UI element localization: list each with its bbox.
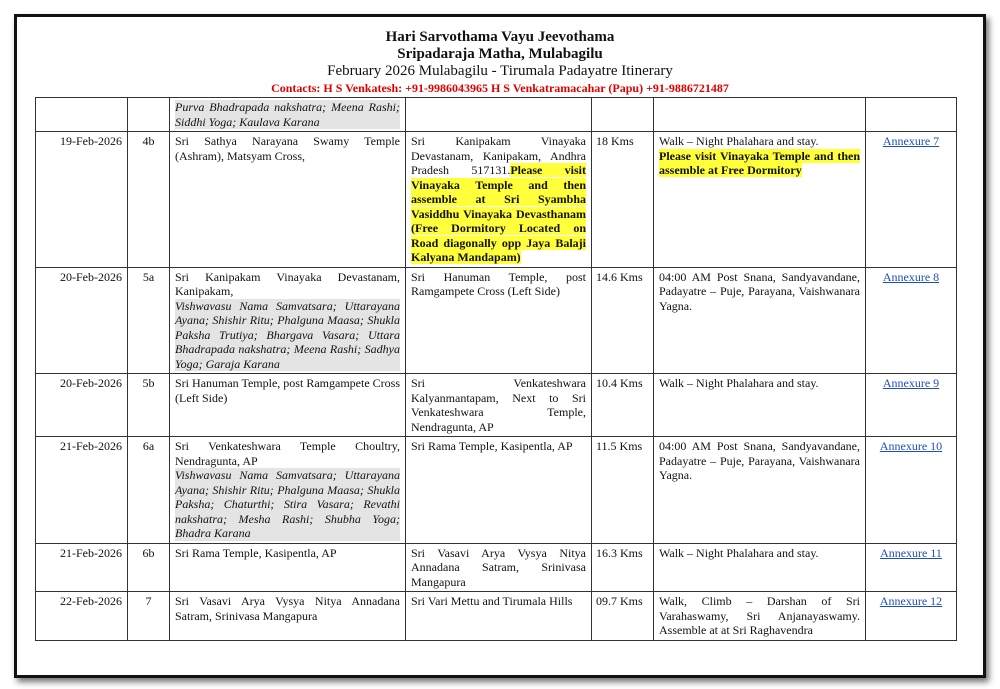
- table-row: [36, 267, 957, 374]
- date-text: 21-Feb-2026: [60, 439, 122, 453]
- from-cell: [170, 267, 406, 374]
- activity-text: 04:00 AM Post Snana, Sandyavandane, Padayatre – Puje, Parayana, Vaishwanara Yagna.: [659, 439, 860, 482]
- table-row: [36, 132, 957, 268]
- leg-cell: [128, 592, 170, 641]
- distance-text: 16.3 Kms: [596, 545, 643, 560]
- annexure-link[interactable]: Annexure 7: [882, 134, 940, 148]
- activity-cell: [654, 374, 866, 437]
- to-text: Sri Rama Temple, Kasipentla, AP: [411, 439, 573, 453]
- to-highlight-note: Please visit Vinayaka Temple and then assemble at Sri Syambha Vasiddhu Vinayaka Devasthanam (Free Dormitory Located on Road diagonally opp Jaya Balaji Kalyana Mandapam): [411, 163, 586, 264]
- table-row: [36, 592, 957, 641]
- to-cell: [406, 132, 592, 268]
- date-text: 19-Feb-2026: [60, 134, 122, 148]
- leg-cell: [128, 267, 170, 374]
- distance-cell: [592, 543, 654, 592]
- distance-text: 18 Kms: [596, 134, 634, 148]
- activity-cell: [654, 267, 866, 374]
- from-text: Sri Sathya Narayana Swamy Temple (Ashram), Matsyam Cross,: [175, 134, 400, 163]
- to-text: Sri Venkateshwara Kalyanmantapam, Next to Sri Venkateshwara Temple, Nendragunta, AP: [411, 376, 586, 434]
- leg-cell: [128, 98, 170, 132]
- panchanga-details: Purva Bhadrapada nakshatra; Meena Rashi; Siddhi Yoga; Kaulava Karana: [175, 100, 400, 129]
- to-text: Sri Hanuman Temple, post Ramgampete Cross (Left Side): [411, 269, 586, 298]
- activity-cell: [654, 543, 866, 592]
- leg-cell: [128, 543, 170, 592]
- distance-cell: [592, 98, 654, 132]
- distance-text: 10.4 Kms: [596, 376, 643, 390]
- annexure-cell: [866, 98, 957, 132]
- leg-text: 6a: [142, 439, 155, 453]
- distance-cell: [592, 267, 654, 374]
- to-cell: [406, 374, 592, 437]
- distance-cell: [592, 374, 654, 437]
- itinerary-table: [35, 97, 957, 641]
- annexure-cell: [866, 437, 957, 544]
- activity-text: 04:00 AM Post Snana, Sandyavandane, Padayatre – Puje, Parayana, Vaishwanara Yagna.: [659, 269, 860, 313]
- leg-text: 7: [145, 594, 152, 608]
- to-text: Sri Kanipakam Vinayaka Devastanam, Kanipakam, Andhra Pradesh 517131.: [411, 134, 586, 177]
- distance-cell: [592, 437, 654, 544]
- activity-cell: [654, 437, 866, 544]
- annexure-link[interactable]: Annexure 11: [880, 545, 942, 560]
- from-cell: [170, 98, 406, 132]
- annexure-link[interactable]: Annexure 8: [882, 269, 940, 284]
- date-cell: [36, 374, 128, 437]
- to-cell: [406, 543, 592, 592]
- from-text: Sri Kanipakam Vinayaka Devastanam, Kanipakam,: [175, 269, 400, 298]
- to-cell: [406, 267, 592, 374]
- table-row: [36, 374, 957, 437]
- header-contacts: Contacts: H S Venkatesh: +91-9986043965 H S Venkatramacahar (Papu) +91-9886721487: [271, 81, 729, 95]
- leg-text: 6b: [142, 545, 155, 560]
- activity-text: Walk – Night Phalahara and stay.: [659, 545, 819, 560]
- table-row: [36, 98, 957, 132]
- distance-text: 11.5 Kms: [596, 439, 643, 453]
- activity-cell: [654, 98, 866, 132]
- leg-cell: [128, 437, 170, 544]
- to-cell: [406, 592, 592, 641]
- date-text: 20-Feb-2026: [60, 269, 122, 284]
- to-cell: [406, 98, 592, 132]
- from-text: Sri Vasavi Arya Vysya Nitya Annadana Satram, Srinivasa Mangapura: [175, 594, 400, 623]
- from-cell: [170, 592, 406, 641]
- from-text: Sri Rama Temple, Kasipentla, AP: [175, 545, 337, 560]
- leg-cell: [128, 132, 170, 268]
- leg-text: 4b: [142, 134, 155, 148]
- from-cell: [170, 543, 406, 592]
- activity-cell: [654, 592, 866, 641]
- annexure-cell: [866, 267, 957, 374]
- date-cell: [36, 592, 128, 641]
- from-text: Sri Hanuman Temple, post Ramgampete Cross (Left Side): [175, 376, 400, 405]
- date-text: 21-Feb-2026: [60, 545, 122, 560]
- activity-text: Walk, Climb – Darshan of Sri Varahaswamy, Sri Anjanayaswamy. Assemble at at Sri Raghavendra: [659, 594, 860, 637]
- from-text: Sri Venkateshwara Temple Choultry, Nendragunta, AP: [175, 439, 400, 468]
- annexure-link[interactable]: Annexure 10: [879, 439, 943, 453]
- header-itinerary-title: February 2026 Mulabagilu - Tirumala Padayatre Itinerary: [327, 63, 673, 79]
- date-cell: [36, 132, 128, 268]
- leg-cell: [128, 374, 170, 437]
- table-row: [36, 543, 957, 592]
- panchanga-details: Vishwavasu Nama Samvatsara; Uttarayana Ayana; Shishir Ritu; Phalguna Maasa; Shukla Paksha; Chaturthi; Stira Vasara; Revathi nakshatra; Mesha Rashi; Shubha Yoga; Bhadra Karana: [175, 468, 400, 540]
- date-text: 20-Feb-2026: [60, 376, 122, 390]
- document-header: [17, 29, 983, 96]
- annexure-cell: [866, 132, 957, 268]
- annexure-link[interactable]: Annexure 12: [879, 594, 943, 608]
- distance-text: 14.6 Kms: [596, 269, 643, 284]
- header-title: Hari Sarvothama Vayu Jeevothama: [385, 29, 615, 45]
- annexure-cell: [866, 592, 957, 641]
- panchanga-details: Vishwavasu Nama Samvatsara; Uttarayana Ayana; Shishir Ritu; Phalguna Maasa; Shukla Paksha Trutiya; Bhargava Vasara; Uttara Bhadrapada nakshatra; Meena Rashi; Sadhya Yoga; Garaja Karana: [175, 298, 400, 371]
- distance-cell: [592, 592, 654, 641]
- date-text: 22-Feb-2026: [60, 594, 122, 608]
- activity-text: Walk – Night Phalahara and stay.: [659, 376, 819, 390]
- to-cell: [406, 437, 592, 544]
- activity-text: Walk – Night Phalahara and stay.: [659, 134, 819, 148]
- annexure-cell: [866, 543, 957, 592]
- from-cell: [170, 437, 406, 544]
- annexure-cell: [866, 374, 957, 437]
- leg-text: 5a: [142, 269, 155, 284]
- table-row: [36, 437, 957, 544]
- annexure-link[interactable]: Annexure 9: [882, 376, 940, 390]
- header-matha: Sripadaraja Matha, Mulabagilu: [397, 46, 603, 62]
- activity-cell: [654, 132, 866, 268]
- activity-highlight-note: Please visit Vinayaka Temple and then assemble at Free Dormitory: [659, 148, 860, 177]
- date-cell: [36, 267, 128, 374]
- date-cell: [36, 437, 128, 544]
- from-cell: [170, 132, 406, 268]
- to-text: Sri Vari Mettu and Tirumala Hills: [411, 594, 573, 608]
- from-cell: [170, 374, 406, 437]
- distance-text: 09.7 Kms: [596, 594, 643, 608]
- to-text: Sri Vasavi Arya Vysya Nitya Annadana Satram, Srinivasa Mangapura: [411, 545, 586, 589]
- date-cell: [36, 543, 128, 592]
- leg-text: 5b: [142, 376, 155, 390]
- distance-cell: [592, 132, 654, 268]
- date-cell: [36, 98, 128, 132]
